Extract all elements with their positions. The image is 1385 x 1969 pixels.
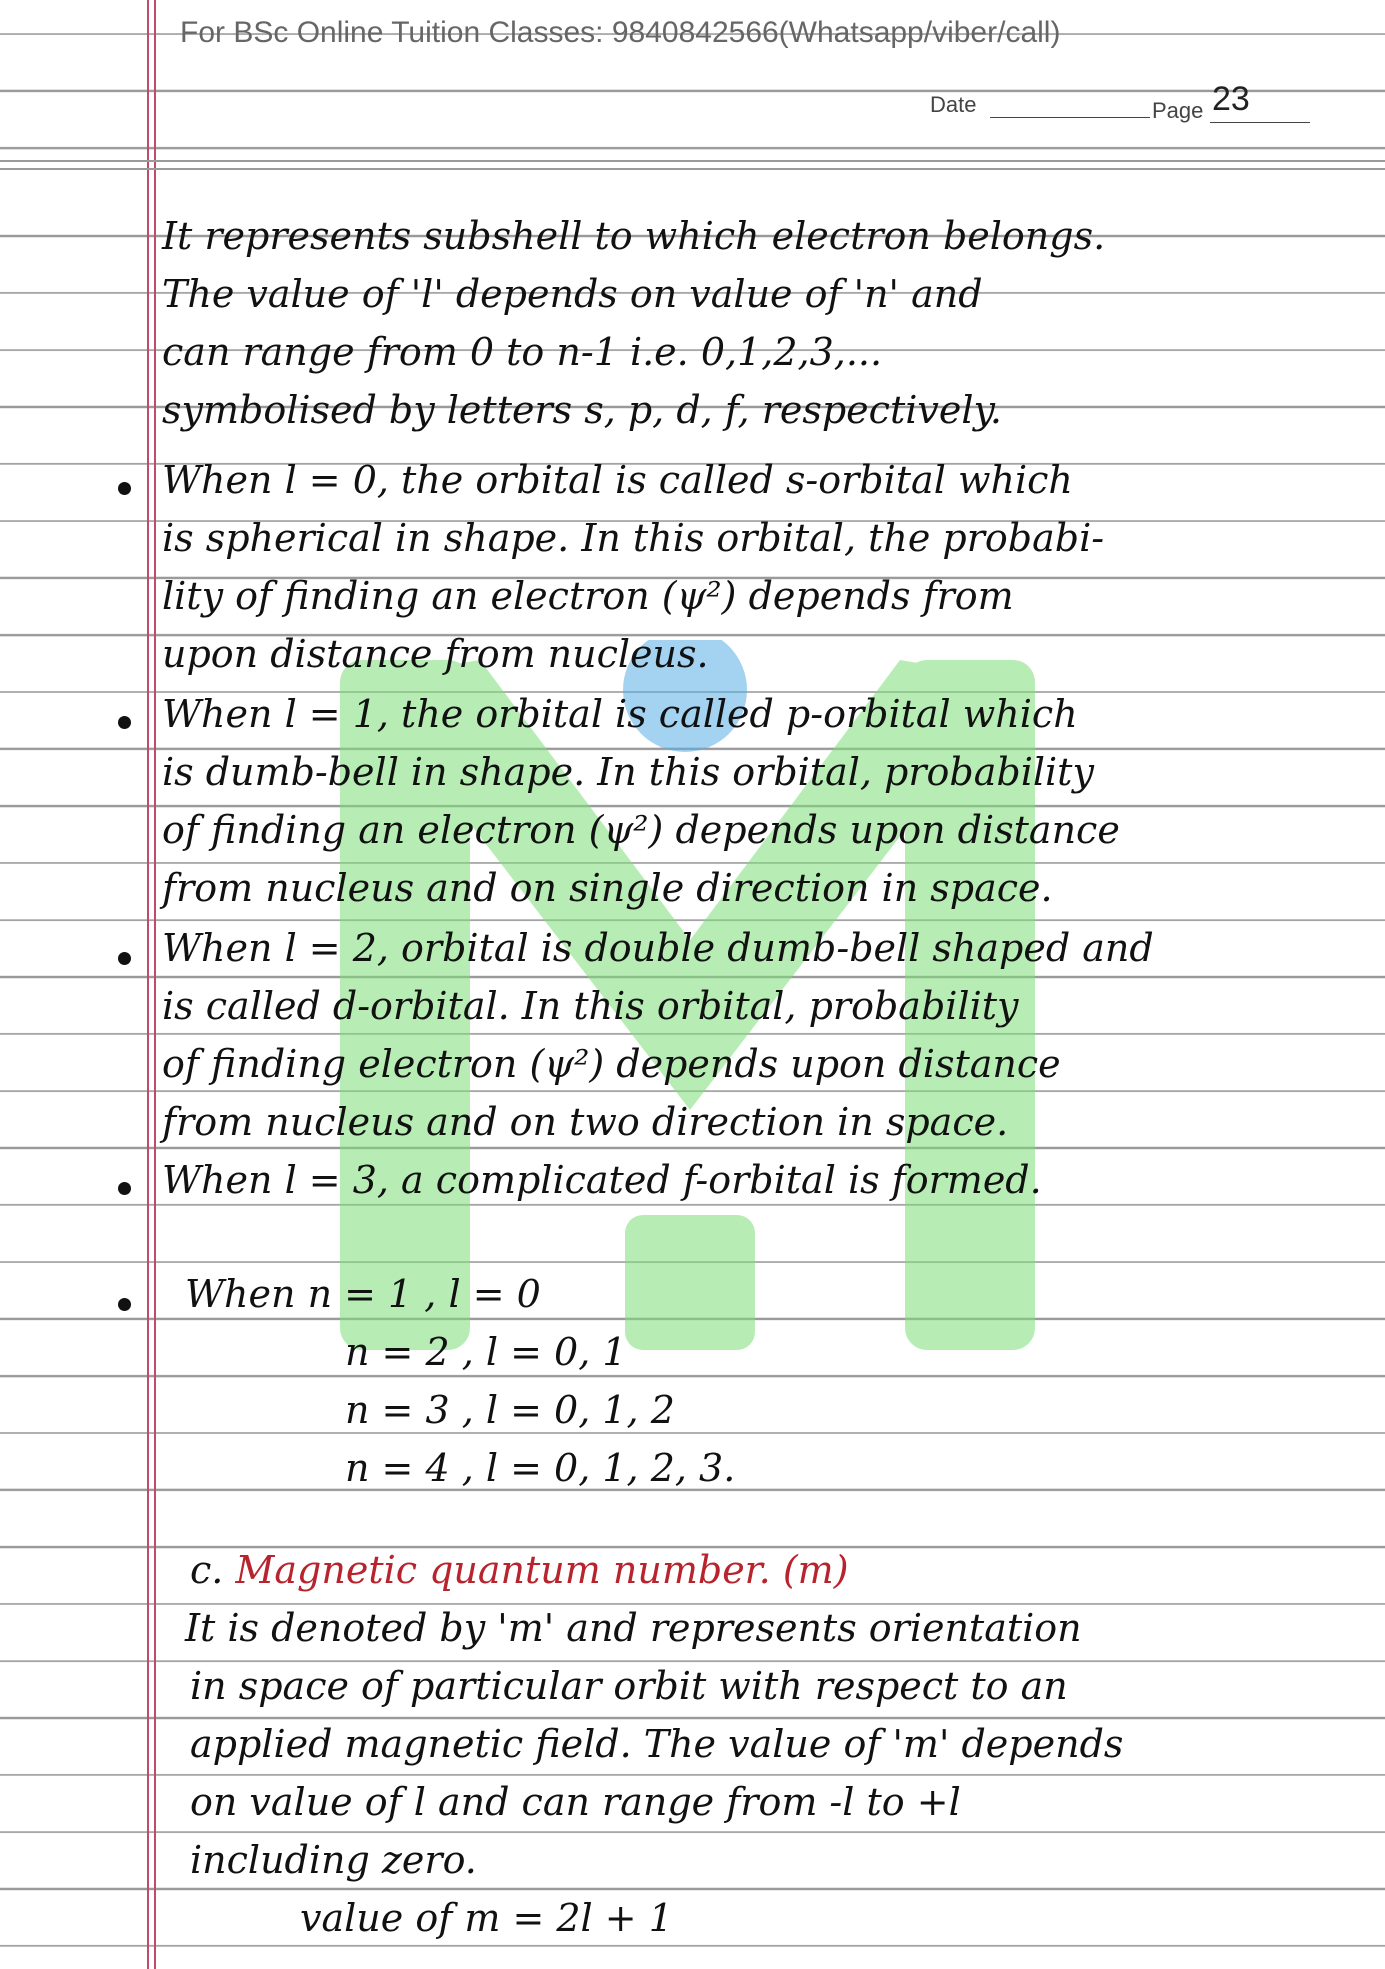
text-line: including zero. [190, 1838, 477, 1882]
text-line: When l = 0, the orbital is called s-orbital which [162, 458, 1073, 502]
bullet [118, 482, 131, 495]
text-line: It represents subshell to which electron belongs. [162, 214, 1106, 258]
page-line [1210, 122, 1310, 123]
text-line: from nucleus and on single direction in space. [162, 866, 1053, 910]
text-line: When l = 2, orbital is double dumb-bell shaped and [162, 926, 1154, 970]
text-line: of finding electron (ψ²) depends upon distance [162, 1042, 1061, 1086]
header-rule [0, 160, 1385, 162]
text-line: When l = 3, a complicated f-orbital is formed. [162, 1158, 1042, 1202]
bullet [118, 1298, 131, 1311]
text-line: on value of l and can range from -l to +l [190, 1780, 961, 1824]
logo-block [625, 1215, 755, 1350]
text-line: can range from 0 to n-1 i.e. 0,1,2,3,... [162, 330, 883, 374]
bullet [118, 1182, 131, 1195]
text-line: When l = 1, the orbital is called p-orbital which [162, 692, 1078, 736]
section-prefix: c. [190, 1548, 224, 1592]
watermark-text: For BSc Online Tuition Classes: 9840842566(Whatsapp/viber/call) [180, 16, 1061, 49]
formula-line: value of m = 2l + 1 [300, 1896, 673, 1940]
text-line: of finding an electron (ψ²) depends upon distance [162, 808, 1120, 852]
case-line: n = 4 , l = 0, 1, 2, 3. [345, 1446, 736, 1490]
text-line: It is denoted by 'm' and represents orientation [185, 1606, 1082, 1650]
section-heading [190, 1548, 849, 1592]
bullet [118, 952, 131, 965]
case-line: When n = 1 , l = 0 [185, 1272, 541, 1316]
text-line: is dumb-bell in shape. In this orbital, probability [162, 750, 1094, 794]
date-line [990, 117, 1150, 118]
bullet [118, 716, 131, 729]
text-line: lity of finding an electron (ψ²) depends from [162, 574, 1014, 618]
text-line: from nucleus and on two direction in space. [162, 1100, 1009, 1144]
text-line: symbolised by letters s, p, d, f, respectively. [162, 388, 1002, 432]
margin-line [154, 0, 156, 1969]
header-rule [0, 168, 1385, 170]
page-label: Page [1152, 98, 1204, 123]
margin-line [147, 0, 149, 1969]
case-line: n = 3 , l = 0, 1, 2 [345, 1388, 675, 1432]
page-number: 23 [1212, 80, 1250, 118]
section-title: Magnetic quantum number. (m) [235, 1548, 849, 1592]
text-line: is called d-orbital. In this orbital, probability [162, 984, 1019, 1028]
text-line: upon distance from nucleus. [162, 632, 709, 676]
text-line: in space of particular orbit with respect to an [190, 1664, 1068, 1708]
case-line: n = 2 , l = 0, 1 [345, 1330, 627, 1374]
date-label: Date [930, 92, 977, 117]
text-line: is spherical in shape. In this orbital, the probabi- [162, 516, 1105, 560]
text-line: The value of 'l' depends on value of 'n' and [162, 272, 983, 316]
text-line: applied magnetic field. The value of 'm' depends [190, 1722, 1124, 1766]
